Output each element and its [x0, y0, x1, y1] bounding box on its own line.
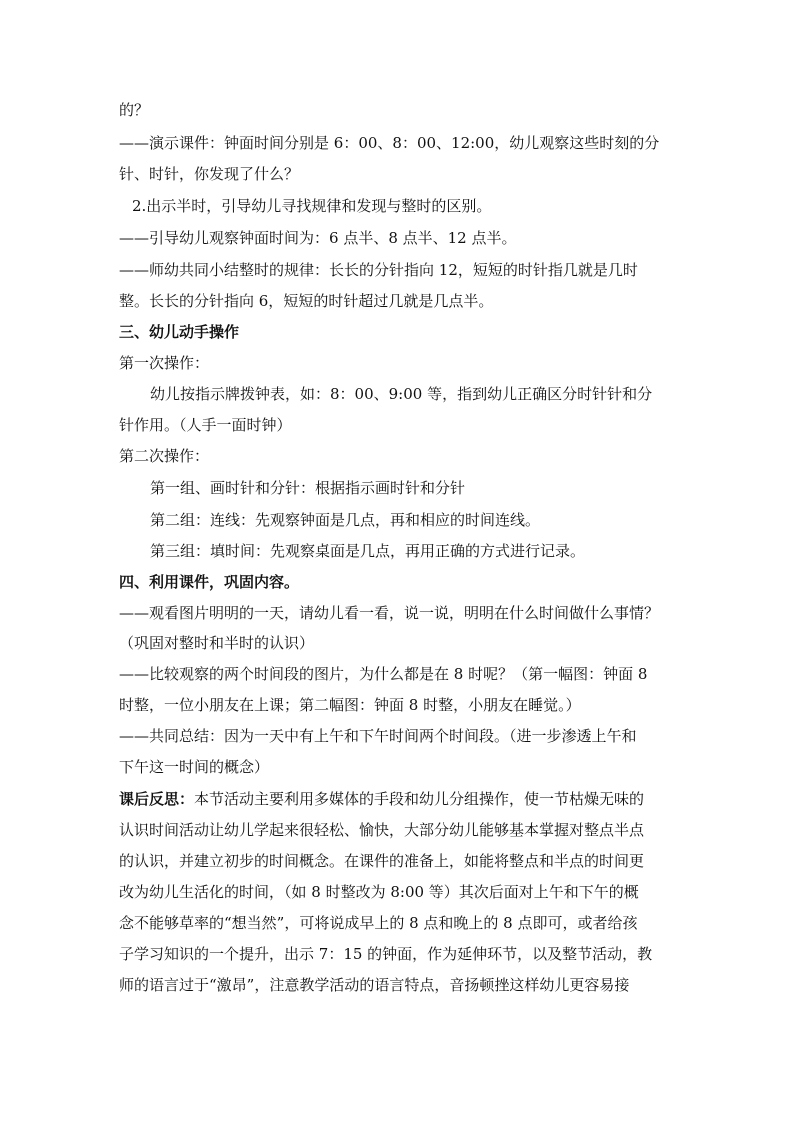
reflection-label: 课后反思： — [119, 790, 195, 808]
paragraph-line: ——比较观察的两个时间段的图片，为什么都是在 8 时呢？（第一幅图：钟面 8 — [119, 665, 648, 683]
reflection-text: 本节活动主要利用多媒体的手段和幼儿分组操作，使一节枯燥无味的 — [194, 790, 645, 808]
paragraph-line: 认识时间活动让幼儿学起来很轻松、愉快，大部分幼儿能够基本掌握对整点半点 — [119, 821, 645, 839]
paragraph-line: 师的语言过于“激昂”，注意教学活动的语言特点，音扬顿挫这样幼儿更容易接 — [119, 976, 630, 994]
paragraph-line: 的？ — [119, 101, 150, 119]
section-heading: 三、幼儿动手操作 — [119, 323, 240, 341]
section-heading: 四、利用课件，巩固内容。 — [119, 573, 300, 591]
paragraph-line: 幼儿按指示牌拨钟表，如：8：00、9:00 等，指到幼儿正确区分时针针和分 — [150, 385, 653, 403]
paragraph-line: 第一次操作： — [119, 354, 210, 372]
paragraph-line: 改为幼儿生活化的时间，（如 8 时整改为 8:00 等）其次后面对上午和下午的概 — [119, 883, 639, 901]
paragraph-line: 下午这一时间的概念） — [119, 758, 270, 776]
paragraph-line: ——师幼共同小结整时的规律：长长的分针指向 12，短短的时针指几就是几时 — [119, 261, 638, 279]
paragraph-line: ——观看图片明明的一天，请幼儿看一看，说一说，明明在什么时间做什么事情？ — [119, 604, 660, 622]
paragraph-line: 的认识，并建立初步的时间概念。在课件的准备上，如能将整点和半点的时间更 — [119, 852, 645, 870]
paragraph-line: 针作用。（人手一面时钟） — [119, 416, 292, 434]
paragraph-line: ——引导幼儿观察钟面时间为：6 点半、8 点半、12 点半。 — [119, 229, 517, 247]
paragraph-line: 第一组、画时针和分针：根据指示画时针和分针 — [150, 479, 466, 497]
paragraph-line: （巩固对整时和半时的认识） — [119, 634, 315, 652]
reflection-line — [119, 789, 679, 809]
paragraph-line: ——演示课件：钟面时间分别是 6：00、8：00、12:00，幼儿观察这些时刻的分 — [119, 134, 660, 152]
paragraph-line: ——共同总结：因为一天中有上午和下午时间两个时间段。（进一步渗透上午和 — [119, 727, 637, 745]
paragraph-line: 第二组：连线：先观察钟面是几点，再和相应的时间连线。 — [150, 511, 541, 529]
paragraph-line: 2.出示半时，引导幼儿寻找规律和发现与整时的区别。 — [132, 197, 492, 215]
paragraph-line: 第二次操作： — [119, 447, 210, 465]
paragraph-line: 针、时针，你发现了什么？ — [119, 165, 300, 183]
paragraph-line: 时整，一位小朋友在上课；第二幅图：钟面 8 时整，小朋友在睡觉。） — [119, 696, 581, 714]
paragraph-line: 第三组：填时间：先观察桌面是几点，再用正确的方式进行记录。 — [150, 542, 586, 560]
paragraph-line: 整。长长的分针指向 6，短短的时针超过几就是几点半。 — [119, 292, 494, 310]
paragraph-line: 子学习知识的一个提升，出示 7：15 的钟面，作为延伸环节，以及整节活动，教 — [119, 945, 653, 963]
paragraph-line: 念不能够草率的“想当然”，可将说成早上的 8 点和晚上的 8 点即可，或者给孩 — [119, 914, 638, 932]
